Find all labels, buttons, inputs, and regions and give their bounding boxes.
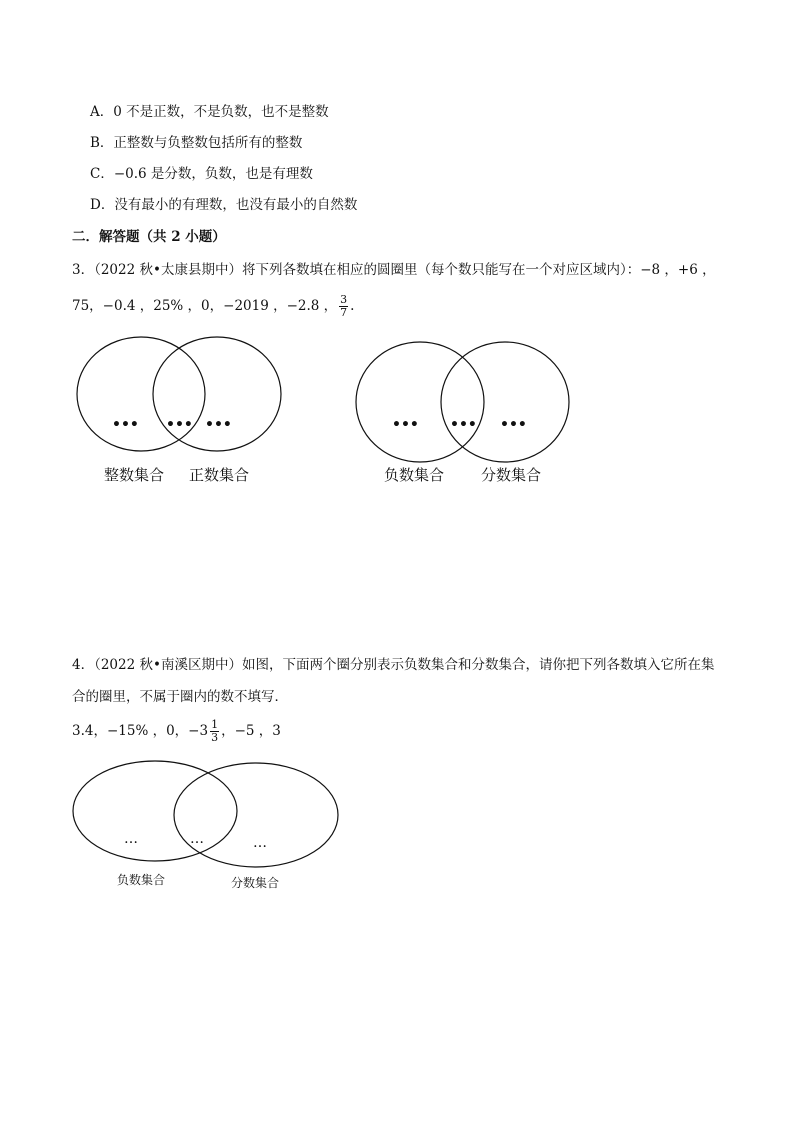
q4-line1: 4．（2022 秋•南溪区期中）如图，下面两个圈分别表示负数集合和分数集合，请你把下列各数填入它所在集 xyxy=(72,657,715,673)
option-b: B．正整数与负整数包括所有的整数 xyxy=(90,135,303,151)
venn3-left-circle xyxy=(73,761,237,861)
q4-numbers-end: ，−5 ，3 xyxy=(221,723,281,739)
q3-fraction-numerator: 3 xyxy=(340,293,348,306)
q3-numbers: 75，−0.4 ，25% ，0，−2019 ，−2.8 ， xyxy=(72,298,338,314)
q4-fraction-numerator: 1 xyxy=(211,718,219,731)
venn2-left-label: 负数集合 xyxy=(384,466,445,484)
option-c: C．−0.6 是分数，负数，也是有理数 xyxy=(90,166,313,182)
venn1-dots-right: ••• xyxy=(205,417,232,433)
section-title: 二．解答题（共 2 小题） xyxy=(72,229,226,245)
option-a: A．0 不是正数，不是负数，也不是整数 xyxy=(90,104,329,120)
venn3-dots-middle: … xyxy=(190,831,204,847)
q3-period: . xyxy=(350,298,355,314)
venn2-right-label: 分数集合 xyxy=(481,466,542,484)
q4-line2: 合的圈里，不属于圈内的数不填写． xyxy=(72,689,288,705)
venn3-right-label: 分数集合 xyxy=(231,876,280,890)
venn-q4 xyxy=(73,761,338,867)
venn1-dots-middle: ••• xyxy=(166,417,193,433)
venn3-left-label: 负数集合 xyxy=(117,873,166,887)
venn2-dots-middle: ••• xyxy=(450,417,477,433)
q3-line1: 3．（2022 秋•太康县期中）将下列各数填在相应的圆圈里（每个数只能写在一个对应区域内）：−8 ，+6 ， xyxy=(72,262,716,278)
venn1-dots-left: ••• xyxy=(112,417,139,433)
q3-fraction-denominator: 7 xyxy=(340,306,348,319)
venn2-left-circle xyxy=(356,342,484,462)
venn2-dots-left: ••• xyxy=(392,417,419,433)
venn3-dots-left: … xyxy=(124,831,138,847)
q4-fraction-denominator: 3 xyxy=(211,731,219,744)
venn-integer-positive xyxy=(77,337,281,451)
venn1-left-label: 整数集合 xyxy=(104,466,165,484)
venn1-right-label: 正数集合 xyxy=(189,466,250,484)
venn2-right-circle xyxy=(441,342,569,462)
venn1-right-circle xyxy=(153,337,281,451)
venn1-left-circle xyxy=(77,337,205,451)
venn2-dots-right: ••• xyxy=(500,417,527,433)
venn-negative-fraction xyxy=(356,342,569,462)
q4-numbers: 3.4，−15% ，0，−3 xyxy=(72,723,209,739)
venn3-dots-right: … xyxy=(253,835,267,851)
option-d: D．没有最小的有理数，也没有最小的自然数 xyxy=(90,197,358,213)
venn3-right-circle xyxy=(174,763,338,867)
